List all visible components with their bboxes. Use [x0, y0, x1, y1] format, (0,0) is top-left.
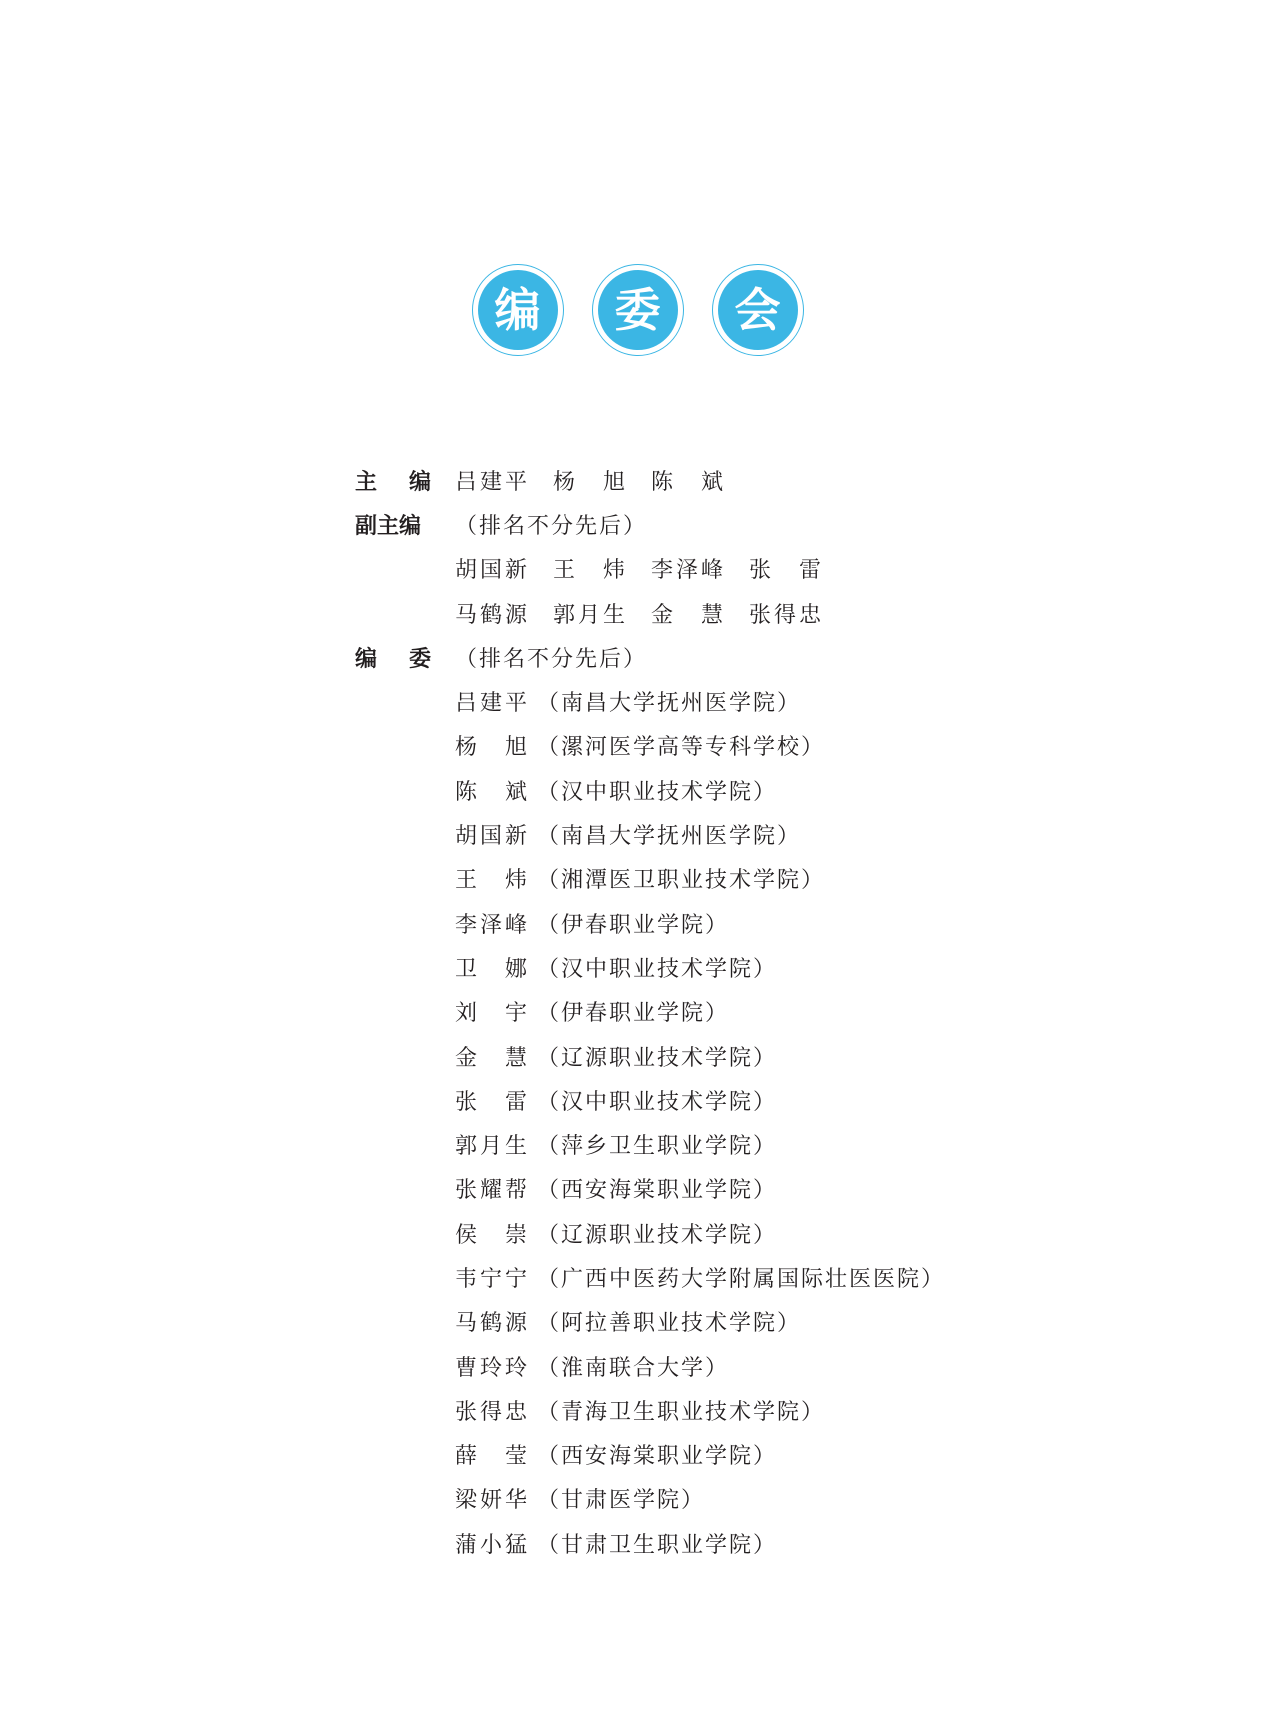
- member-name: 张 耀 帮: [455, 1178, 527, 1204]
- member-affiliation: （伊春职业学院）: [537, 1001, 730, 1027]
- member-affiliation: （西安海棠职业学院）: [537, 1444, 778, 1470]
- list-item: [355, 1388, 1255, 1432]
- title-circle: [712, 264, 804, 356]
- member-name: 韦 宁 宁: [455, 1266, 527, 1292]
- chief-editor-row: [355, 458, 1255, 502]
- editor-name: 马 鹤 源: [455, 602, 527, 628]
- title-circle: [472, 264, 564, 356]
- list-item: [355, 812, 1255, 856]
- list-item: [355, 1433, 1255, 1477]
- member-name: 张 雷: [455, 1089, 527, 1115]
- member-name: 郭 月 生: [455, 1134, 527, 1160]
- member-affiliation: （甘肃卫生职业学院）: [537, 1532, 778, 1558]
- member-affiliation: （漯河医学高等专科学校）: [537, 735, 826, 761]
- editor-name: 杨 旭: [553, 469, 625, 495]
- board-member-list: [355, 679, 1255, 1565]
- editor-name: 张 雷: [749, 558, 821, 584]
- list-item: [355, 901, 1255, 945]
- member-affiliation: （萍乡卫生职业学院）: [537, 1134, 778, 1160]
- list-item: [355, 1122, 1255, 1166]
- member-affiliation: （湘潭医卫职业技术学院）: [537, 868, 826, 894]
- list-item: [355, 1034, 1255, 1078]
- editor-name: 王 炜: [553, 558, 625, 584]
- title-char: 委: [598, 270, 678, 350]
- list-item: [355, 990, 1255, 1034]
- member-name: 王 炜: [455, 868, 527, 894]
- editor-name: 吕 建 平: [455, 469, 527, 495]
- member-affiliation: （西安海棠职业学院）: [537, 1178, 778, 1204]
- list-item: [355, 1255, 1255, 1299]
- board-row: [355, 635, 1255, 679]
- role-label: 编 委: [355, 646, 431, 672]
- editorial-roster: [355, 458, 1255, 1565]
- member-name: 马 鹤 源: [455, 1311, 527, 1337]
- ranking-note: （排名不分先后）: [455, 513, 648, 539]
- deputy-editor-names-row: [355, 591, 1255, 635]
- list-item: [355, 1300, 1255, 1344]
- member-name: 刘 宇: [455, 1001, 527, 1027]
- member-name: 薛 莹: [455, 1444, 527, 1470]
- deputy-editor-names: [455, 553, 821, 584]
- list-item: [355, 1477, 1255, 1521]
- list-item: [355, 945, 1255, 989]
- deputy-editor-row: [355, 502, 1255, 546]
- list-item: [355, 679, 1255, 723]
- list-item: [355, 1078, 1255, 1122]
- list-item: [355, 768, 1255, 812]
- chief-editor-names: [455, 465, 723, 496]
- list-item: [355, 724, 1255, 768]
- member-affiliation: （辽源职业技术学院）: [537, 1222, 778, 1248]
- member-affiliation: （汉中职业技术学院）: [537, 779, 778, 805]
- member-name: 李 泽 峰: [455, 912, 527, 938]
- member-affiliation: （汉中职业技术学院）: [537, 956, 778, 982]
- member-affiliation: （甘肃医学院）: [537, 1488, 706, 1514]
- editor-name: 李 泽 峰: [651, 558, 723, 584]
- member-name: 侯 崇: [455, 1222, 527, 1248]
- member-affiliation: （淮南联合大学）: [537, 1355, 730, 1381]
- page-title: [0, 264, 1275, 356]
- member-name: 曹 玲 玲: [455, 1355, 527, 1381]
- member-name: 金 慧: [455, 1045, 527, 1071]
- member-affiliation: （阿拉善职业技术学院）: [537, 1311, 802, 1337]
- member-name: 胡 国 新: [455, 824, 527, 850]
- title-circle: [592, 264, 684, 356]
- member-name: 梁 妍 华: [455, 1488, 527, 1514]
- editor-name: 张 得 忠: [749, 602, 821, 628]
- editor-name: 郭 月 生: [553, 602, 625, 628]
- list-item: [355, 857, 1255, 901]
- member-affiliation: （汉中职业技术学院）: [537, 1089, 778, 1115]
- list-item: [355, 1344, 1255, 1388]
- list-item: [355, 1521, 1255, 1565]
- editor-name: 金 慧: [651, 602, 723, 628]
- member-affiliation: （广西中医药大学附属国际壮医医院）: [537, 1266, 946, 1292]
- member-name: 杨 旭: [455, 735, 527, 761]
- member-name: 吕 建 平: [455, 691, 527, 717]
- member-affiliation: （南昌大学抚州医学院）: [537, 824, 802, 850]
- member-name: 张 得 忠: [455, 1399, 527, 1425]
- ranking-note: （排名不分先后）: [455, 646, 648, 672]
- role-label: 副主编: [355, 513, 422, 539]
- member-name: 陈 斌: [455, 779, 527, 805]
- role-label: 主 编: [355, 469, 431, 495]
- deputy-editor-names-row: [355, 547, 1255, 591]
- member-affiliation: （南昌大学抚州医学院）: [537, 691, 802, 717]
- member-affiliation: （辽源职业技术学院）: [537, 1045, 778, 1071]
- editor-name: 胡 国 新: [455, 558, 527, 584]
- member-affiliation: （伊春职业学院）: [537, 912, 730, 938]
- title-char: 编: [478, 270, 558, 350]
- title-char: 会: [718, 270, 798, 350]
- member-name: 卫 娜: [455, 956, 527, 982]
- list-item: [355, 1211, 1255, 1255]
- list-item: [355, 1167, 1255, 1211]
- member-affiliation: （青海卫生职业技术学院）: [537, 1399, 826, 1425]
- member-name: 蒲 小 猛: [455, 1532, 527, 1558]
- deputy-editor-names: [455, 598, 821, 629]
- editor-name: 陈 斌: [651, 469, 723, 495]
